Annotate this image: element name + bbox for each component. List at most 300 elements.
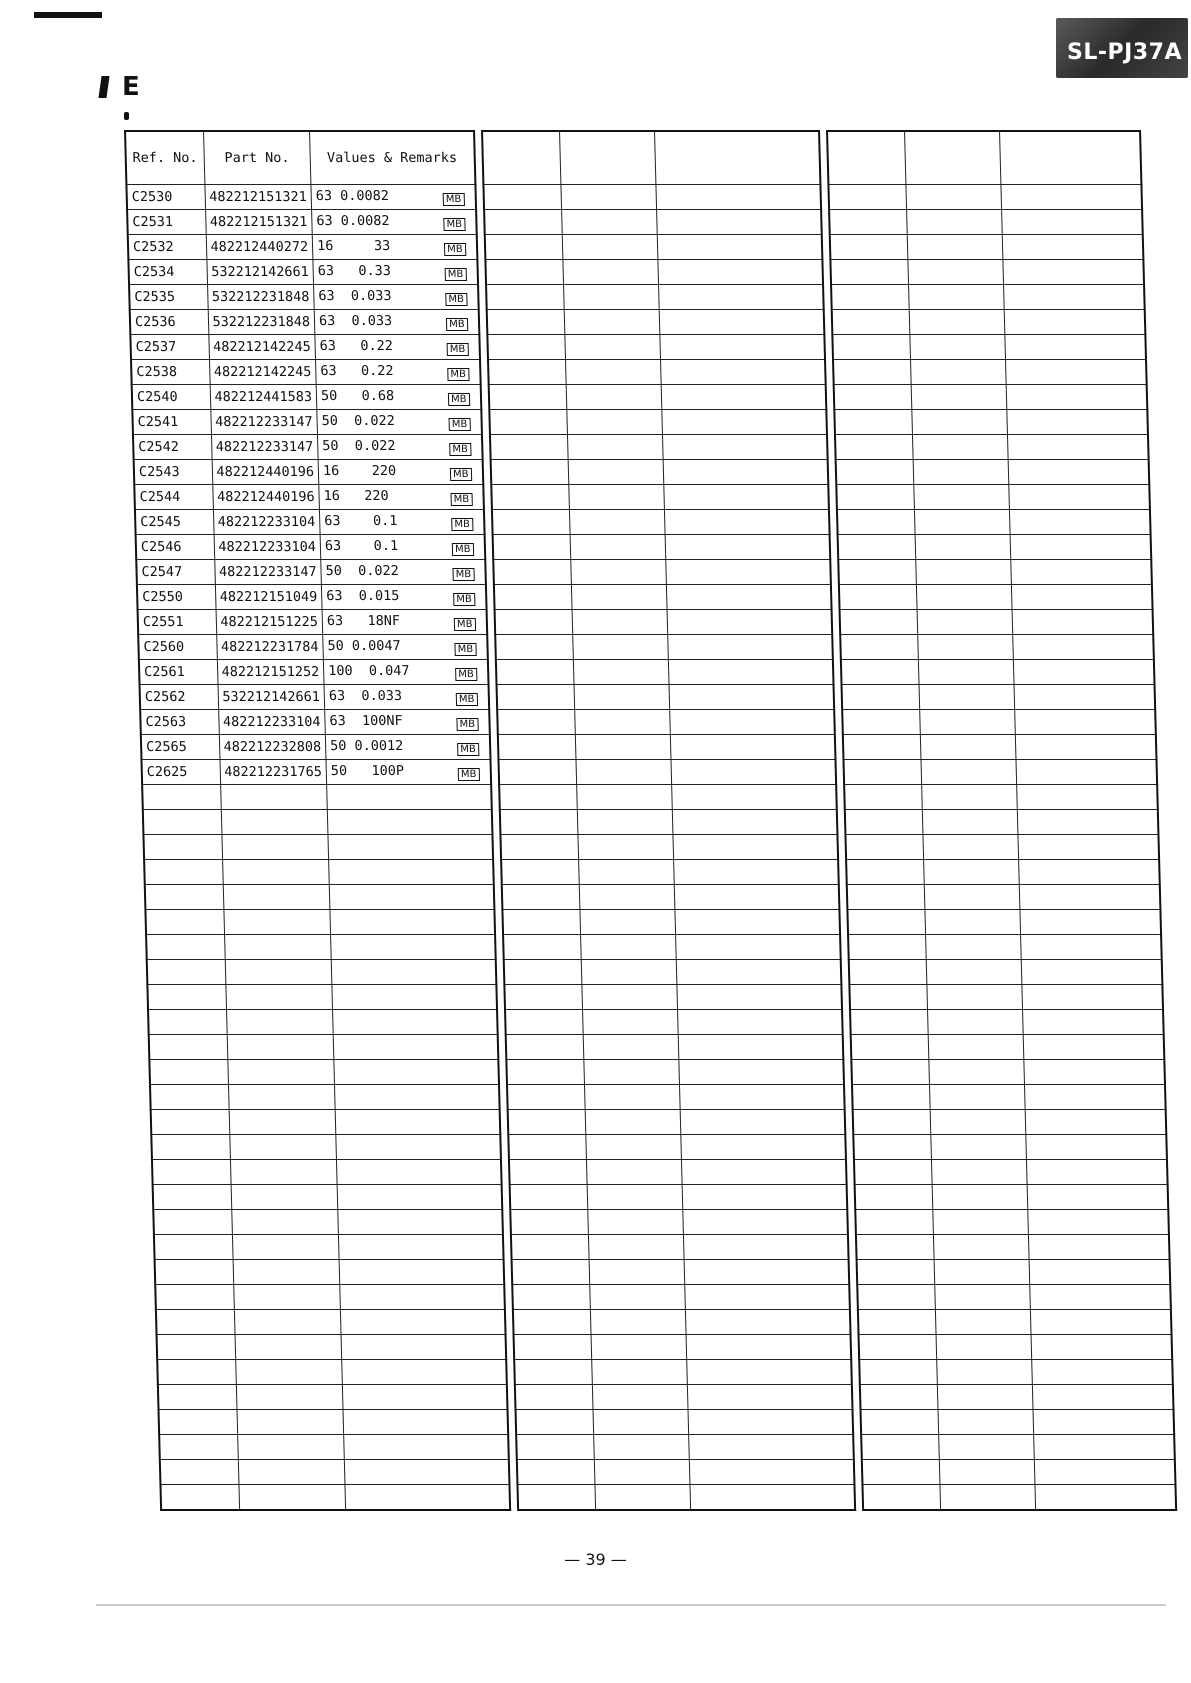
value-cell (325, 710, 490, 735)
blank-cell (1013, 660, 1154, 685)
value-cell (314, 310, 479, 335)
table-row (509, 1160, 847, 1185)
ref-cell: C2543 (134, 460, 213, 485)
part-no-cell: 532212142661 (206, 260, 313, 285)
table-row (829, 235, 1143, 260)
ref-cell: C2545 (135, 510, 214, 535)
table-row (128, 235, 477, 260)
blank-cell (678, 1035, 843, 1060)
blank-cell (828, 185, 907, 210)
mb-remark-badge: MB (443, 218, 465, 231)
table-row (493, 560, 831, 585)
ref-cell: C2535 (129, 285, 208, 310)
blank-cell (499, 810, 578, 835)
blank-cell (921, 760, 1017, 785)
blank-cell (674, 860, 839, 885)
table-row (837, 535, 1151, 560)
table-row (490, 435, 828, 460)
mb-remark-badge: MB (456, 693, 478, 706)
model-badge (1056, 18, 1188, 78)
table-row (510, 1235, 848, 1260)
table-row (149, 1060, 498, 1085)
blank-cell (664, 510, 829, 535)
blank-cell (562, 210, 658, 235)
ref-cell (145, 910, 224, 935)
blank-cell (937, 1385, 1033, 1410)
blank-cell (501, 885, 580, 910)
blank-cell (579, 885, 675, 910)
ref-cell (153, 1185, 232, 1210)
ref-cell: C2536 (130, 310, 209, 335)
blank-cell (830, 260, 909, 285)
table-row (502, 910, 840, 935)
blank-cell (932, 1185, 1028, 1210)
table-row (150, 1085, 499, 1110)
bullet-mark (124, 112, 129, 120)
blank-cell (489, 410, 568, 435)
blank-cell (661, 385, 826, 410)
blank-cell (1026, 1135, 1167, 1160)
blank-cell (1009, 485, 1150, 510)
ref-cell: C2541 (132, 410, 211, 435)
value-cell (337, 1160, 502, 1185)
part-no-cell: 482212151252 (217, 660, 324, 685)
part-no-cell (223, 910, 330, 935)
blank-cell (922, 785, 1018, 810)
blank-cell (907, 210, 1003, 235)
table-row (835, 435, 1149, 460)
table-row (852, 1085, 1166, 1110)
value-cell (335, 1110, 500, 1135)
blank-cell (593, 1410, 689, 1435)
blank-cell (927, 985, 1023, 1010)
table-row (155, 1260, 504, 1285)
part-no-cell: 482212441583 (210, 385, 317, 410)
blank-cell (847, 910, 926, 935)
blank-cell (516, 1435, 595, 1460)
blank-cell (484, 210, 563, 235)
value-text: 63 0.22 (320, 363, 394, 379)
blank-cell (1018, 835, 1159, 860)
blank-cell (846, 860, 925, 885)
mb-remark-badge: MB (445, 293, 467, 306)
blank-cell (595, 1485, 691, 1511)
ref-cell (160, 1485, 239, 1511)
blank-cell (682, 1160, 847, 1185)
blank-cell (939, 1435, 1035, 1460)
blank-cell (568, 435, 664, 460)
table-row (838, 560, 1152, 585)
blank-cell (829, 210, 908, 235)
table-row (854, 1160, 1168, 1185)
blank-cell (853, 1135, 932, 1160)
blank-cell (858, 1335, 937, 1360)
blank-cell (583, 1035, 679, 1060)
blank-cell (488, 360, 567, 385)
blank-cell (845, 835, 924, 860)
value-text: 63 0.033 (328, 688, 403, 704)
blank-cell (1028, 1210, 1169, 1235)
table-row (846, 860, 1160, 885)
part-no-cell (223, 885, 330, 910)
blank-cell (843, 760, 922, 785)
value-cell (335, 1085, 500, 1110)
table-row (839, 610, 1153, 635)
table-row (495, 635, 833, 660)
blank-cell (908, 260, 1004, 285)
blank-cell (913, 435, 1009, 460)
blank-cell (497, 710, 576, 735)
blank-cell (566, 385, 662, 410)
blank-cell (939, 1460, 1035, 1485)
blank-cell (497, 735, 576, 760)
blank-cell (507, 1110, 586, 1135)
table-row (504, 985, 842, 1010)
table-row (485, 260, 823, 285)
table-row (861, 1435, 1175, 1460)
blank-cell (1004, 310, 1145, 335)
col-part-no: Part No. (203, 131, 311, 185)
table-row (146, 935, 495, 960)
blank-cell (496, 685, 575, 710)
parts-table-blank-3 (826, 130, 1177, 1511)
mb-remark-badge: MB (450, 468, 472, 481)
blank-cell (1001, 185, 1142, 210)
blank-header-cell (1000, 131, 1141, 185)
table-row (505, 1035, 843, 1060)
ref-cell: C2550 (137, 585, 216, 610)
section-letter: E (122, 72, 140, 102)
blank-cell (683, 1235, 848, 1260)
table-row (487, 335, 825, 360)
table-row (855, 1210, 1169, 1235)
table-row (843, 760, 1157, 785)
blank-cell (926, 935, 1022, 960)
blank-cell (1023, 1035, 1164, 1060)
blank-cell (587, 1185, 683, 1210)
blank-cell (1025, 1085, 1166, 1110)
table-row (849, 985, 1163, 1010)
blank-cell (841, 685, 920, 710)
blank-cell (675, 910, 840, 935)
blank-cell (494, 610, 573, 635)
part-no-cell (229, 1135, 336, 1160)
part-no-cell (235, 1360, 342, 1385)
blank-cell (835, 435, 914, 460)
table-row (143, 810, 492, 835)
ref-cell: C2537 (130, 335, 209, 360)
blank-cell (1032, 1360, 1173, 1385)
blank-cell (929, 1060, 1025, 1085)
blank-cell (1032, 1385, 1173, 1410)
table-row (141, 760, 490, 785)
blank-cell (571, 560, 667, 585)
blank-cell (676, 935, 841, 960)
value-text: 50 0.022 (321, 413, 396, 429)
table-row (131, 360, 480, 385)
blank-cell (1006, 360, 1147, 385)
part-no-cell (235, 1335, 342, 1360)
table-row (831, 310, 1145, 335)
top-rule (34, 12, 102, 18)
blank-cell (920, 735, 1016, 760)
table-row (488, 360, 826, 385)
table-row (512, 1310, 850, 1335)
ref-cell (150, 1085, 229, 1110)
blank-cell (854, 1185, 933, 1210)
blank-cell (1010, 535, 1151, 560)
value-text: 50 100P (330, 763, 405, 779)
part-no-cell: 482212233104 (214, 535, 321, 560)
table-row (501, 860, 839, 885)
blank-cell (918, 635, 1014, 660)
blank-cell (687, 1360, 852, 1385)
blank-cell (1029, 1260, 1170, 1285)
table-row (844, 810, 1158, 835)
mb-remark-badge: MB (453, 593, 475, 606)
ref-cell: C2542 (133, 435, 212, 460)
table-row (490, 460, 828, 485)
table-row (833, 385, 1147, 410)
blank-cell (833, 385, 912, 410)
ref-cell (158, 1385, 237, 1410)
blank-cell (859, 1385, 938, 1410)
ref-cell (148, 1010, 227, 1035)
blank-cell (1030, 1285, 1171, 1310)
value-text: 63 0.22 (319, 338, 394, 354)
value-cell (323, 635, 488, 660)
blank-cell (924, 860, 1020, 885)
table-row (514, 1360, 852, 1385)
mb-remark-badge: MB (458, 768, 480, 781)
table-row (860, 1410, 1174, 1435)
blank-cell (509, 1160, 588, 1185)
blank-cell (844, 810, 923, 835)
part-no-cell: 482212440196 (212, 485, 319, 510)
table-row (513, 1335, 851, 1360)
value-cell (322, 610, 487, 635)
blank-cell (663, 435, 828, 460)
blank-cell (674, 885, 839, 910)
table-row (493, 585, 831, 610)
blank-cell (577, 785, 673, 810)
table-row (836, 510, 1150, 535)
blank-cell (505, 1035, 584, 1060)
table-row (829, 210, 1143, 235)
table-row (488, 385, 826, 410)
value-cell (320, 535, 485, 560)
value-text: 63 0.033 (318, 313, 393, 329)
blank-cell (577, 810, 673, 835)
blank-cell (579, 860, 675, 885)
table-row (840, 635, 1154, 660)
ref-cell: C2562 (140, 685, 219, 710)
blank-cell (1024, 1060, 1165, 1085)
blank-cell (923, 835, 1019, 860)
table-row (834, 410, 1148, 435)
blank-cell (849, 985, 928, 1010)
blank-cell (659, 285, 824, 310)
blank-cell (511, 1260, 590, 1285)
value-cell (314, 285, 479, 310)
table-row (155, 1285, 504, 1310)
part-no-cell: 482212142245 (208, 335, 315, 360)
blank-cell (594, 1435, 690, 1460)
mb-remark-badge: MB (453, 568, 475, 581)
mb-remark-badge: MB (455, 668, 477, 681)
value-text: 63 100NF (329, 713, 403, 729)
blank-cell (855, 1235, 934, 1260)
blank-cell (578, 835, 674, 860)
value-cell (312, 210, 477, 235)
table-header-row (125, 131, 475, 185)
blank-cell (685, 1310, 850, 1335)
table-row (484, 235, 822, 260)
blank-cell (1007, 410, 1148, 435)
blank-cell (512, 1310, 591, 1335)
blank-cell (588, 1235, 684, 1260)
blank-cell (925, 910, 1021, 935)
blank-cell (1004, 285, 1145, 310)
blank-cell (690, 1485, 855, 1511)
table-row (126, 185, 475, 210)
part-no-cell (232, 1235, 339, 1260)
blank-cell (492, 535, 571, 560)
table-row (147, 985, 496, 1010)
blank-cell (672, 785, 837, 810)
blank-cell (483, 185, 562, 210)
table-row (151, 1135, 500, 1160)
table-row (854, 1185, 1168, 1210)
blank-cell (860, 1410, 939, 1435)
ref-cell: C2560 (138, 635, 217, 660)
blank-cell (666, 585, 831, 610)
table-row (145, 910, 494, 935)
blank-cell (1030, 1310, 1171, 1335)
table-row (154, 1235, 503, 1260)
blank-cell (584, 1060, 680, 1085)
blank-cell (855, 1210, 934, 1235)
blank-cell (1021, 935, 1162, 960)
table-row (517, 1485, 855, 1511)
blank-cell (488, 385, 567, 410)
blank-cell (501, 860, 580, 885)
blank-cell (573, 660, 669, 685)
table-row (132, 385, 481, 410)
part-no-cell (225, 985, 332, 1010)
blank-cell (500, 835, 579, 860)
table-row (144, 860, 493, 885)
blank-cell (564, 285, 660, 310)
value-cell (342, 1360, 507, 1385)
table-row (158, 1385, 507, 1410)
table-row (858, 1335, 1172, 1360)
blank-cell (931, 1135, 1027, 1160)
part-no-cell: 482212233104 (213, 510, 320, 535)
value-cell (319, 485, 484, 510)
blank-cell (1017, 785, 1158, 810)
blank-cell (1019, 885, 1160, 910)
table-row (153, 1185, 502, 1210)
blank-cell (1034, 1460, 1175, 1485)
blank-cell (585, 1085, 681, 1110)
ref-cell: C2551 (138, 610, 217, 635)
ref-cell (149, 1035, 228, 1060)
blank-cell (573, 635, 669, 660)
part-no-cell: 482212440196 (212, 460, 319, 485)
ref-cell (151, 1110, 230, 1135)
blank-cell (656, 185, 821, 210)
blank-cell (503, 960, 582, 985)
mb-remark-badge: MB (448, 393, 470, 406)
blank-cell (498, 760, 577, 785)
blank-cell (493, 585, 572, 610)
table-row (830, 260, 1144, 285)
table-row (507, 1085, 845, 1110)
blank-cell (909, 310, 1005, 335)
blank-header-cell (827, 131, 906, 185)
value-cell (333, 1035, 498, 1060)
part-no-cell (220, 785, 327, 810)
table-row (855, 1235, 1169, 1260)
blank-cell (670, 735, 835, 760)
part-no-cell: 482212151049 (215, 585, 322, 610)
value-text: 50 0.0047 (327, 638, 401, 654)
blank-cell (1006, 385, 1147, 410)
blank-cell (662, 410, 827, 435)
blank-cell (491, 510, 570, 535)
blank-cell (1019, 860, 1160, 885)
blank-cell (844, 785, 923, 810)
part-no-cell (230, 1160, 337, 1185)
table-row (147, 960, 496, 985)
part-no-cell: 482212231765 (219, 760, 326, 785)
table-row (841, 685, 1155, 710)
blank-cell (571, 585, 667, 610)
blank-cell (490, 460, 569, 485)
part-no-cell (231, 1210, 338, 1235)
value-cell (317, 410, 482, 435)
part-no-cell (237, 1410, 344, 1435)
table-row (133, 435, 482, 460)
table-row (859, 1360, 1173, 1385)
part-no-cell (233, 1260, 340, 1285)
blank-cell (668, 635, 833, 660)
part-no-cell (226, 1010, 333, 1035)
blank-cell (834, 410, 913, 435)
value-text: 63 0.0082 (315, 188, 390, 204)
table-row (515, 1410, 853, 1435)
ref-cell (146, 935, 225, 960)
value-cell (319, 510, 484, 535)
value-cell (337, 1185, 502, 1210)
table-row (486, 285, 824, 310)
blank-cell (861, 1460, 940, 1485)
blank-cell (514, 1385, 593, 1410)
blank-cell (503, 935, 582, 960)
blank-cell (575, 735, 671, 760)
blank-cell (850, 1035, 929, 1060)
table-row (506, 1060, 844, 1085)
blank-cell (935, 1310, 1031, 1335)
blank-cell (928, 1035, 1024, 1060)
value-cell (342, 1385, 507, 1410)
blank-cell (1027, 1160, 1168, 1185)
blank-cell (918, 660, 1014, 685)
blank-cell (666, 560, 831, 585)
blank-cell (848, 960, 927, 985)
blank-cell (594, 1460, 690, 1485)
